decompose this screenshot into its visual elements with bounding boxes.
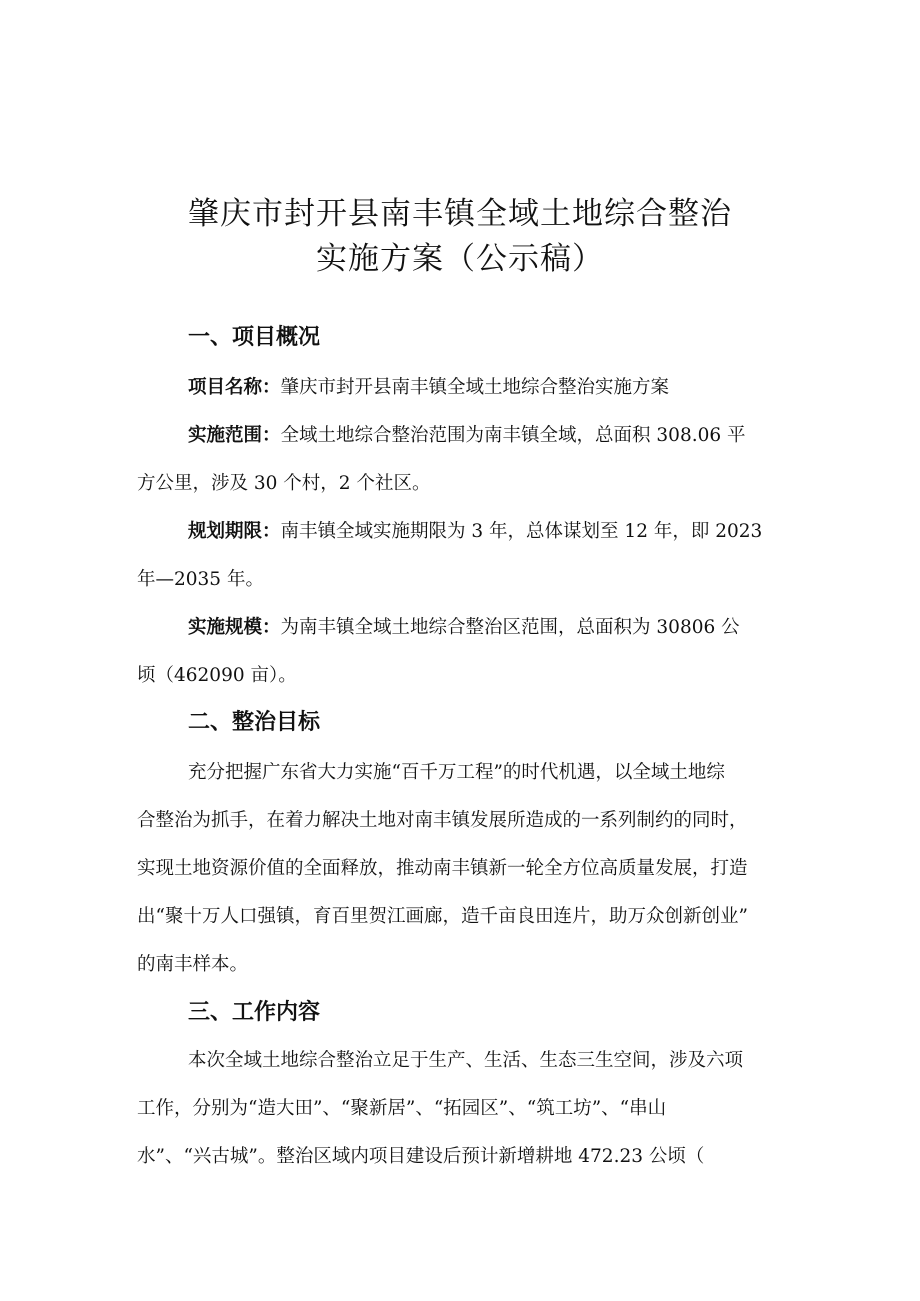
goals-line-1: 充分把握广东省大力实施“百千万工程”的时代机遇，以全域土地综 xyxy=(188,762,725,783)
scope-label: 实施范围： xyxy=(188,425,281,446)
scale-line-1 xyxy=(188,613,740,639)
section-heading-work: 三、工作内容 xyxy=(188,1000,321,1025)
section-heading-overview: 一、项目概况 xyxy=(188,325,321,350)
work-line-2: 工作，分别为“造大田”、“聚新居”、“拓园区”、“筑工坊”、“串山 xyxy=(137,1098,667,1119)
goals-line-2: 合整治为抓手，在着力解决土地对南丰镇发展所造成的一系列制约的同时， xyxy=(137,810,748,831)
work-line-1: 本次全域土地综合整治立足于生产、生活、生态三生空间，涉及六项 xyxy=(188,1050,744,1071)
scope-text-1: 全域土地综合整治范围为南丰镇全域，总面积 308.06 平 xyxy=(280,425,746,446)
scale-text-1: 为南丰镇全域土地综合整治区范围，总面积为 30806 公 xyxy=(280,617,740,638)
scope-line-2: 方公里，涉及 30 个村，2 个社区。 xyxy=(137,473,431,494)
period-line-1 xyxy=(188,517,762,543)
period-line-2: 年—2035 年。 xyxy=(137,569,264,590)
goals-line-3: 实现土地资源价值的全面释放，推动南丰镇新一轮全方位高质量发展，打造 xyxy=(137,858,748,879)
period-label: 规划期限： xyxy=(188,521,281,542)
scope-line-1 xyxy=(188,421,746,447)
section-heading-goals: 二、整治目标 xyxy=(188,710,321,735)
work-line-3: 水”、“兴古城”。整治区域内项目建设后预计新增耕地 472.23 公顷（ xyxy=(137,1146,705,1167)
scale-label: 实施规模： xyxy=(188,617,281,638)
scale-line-2: 顷（462090 亩）。 xyxy=(137,665,297,686)
project-name-label: 项目名称： xyxy=(188,377,281,398)
document-title-line-2: 实施方案（公示稿） xyxy=(316,241,604,277)
goals-line-4: 出“聚十万人口强镇，育百里贺江画廊，造千亩良田连片，助万众创新创业” xyxy=(137,906,748,927)
period-text-1: 南丰镇全域实施期限为 3 年，总体谋划至 12 年，即 2023 xyxy=(280,521,763,542)
document-title-line-1: 肇庆市封开县南丰镇全域土地综合整治 xyxy=(188,196,732,232)
goals-line-5: 的南丰样本。 xyxy=(137,954,249,975)
project-name-value: 肇庆市封开县南丰镇全域土地综合整治实施方案 xyxy=(280,377,670,398)
project-name-line xyxy=(188,373,669,399)
